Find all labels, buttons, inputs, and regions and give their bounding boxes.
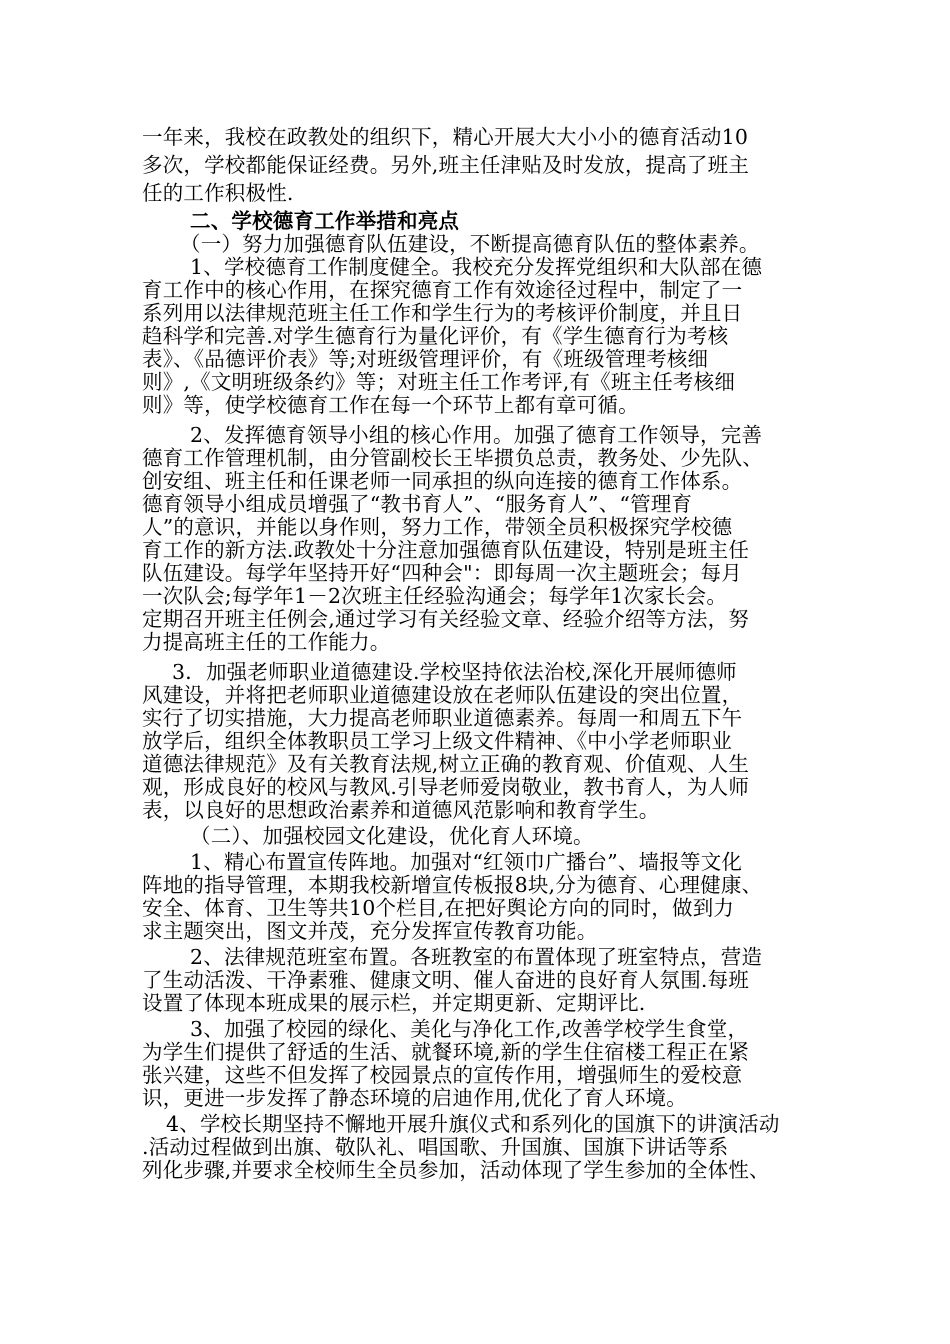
text-line: 实行了切实措施，大力提高老师职业道德素养。每周一和周五下午 xyxy=(142,706,743,730)
text-line: 1、学校德育工作制度健全。我校充分发挥党组织和大队部在德 xyxy=(190,255,763,279)
text-line: 育工作的新方法.政教处十分注意加强德育队伍建设，特别是班主任 xyxy=(142,538,750,562)
text-line: 系列用以法律规范班主任工作和学生行为的考核评价制度，并且日 xyxy=(142,301,743,325)
text-line: 阵地的指导管理，本期我校新增宣传板报8块,分为德育、心理健康、 xyxy=(142,873,763,897)
text-line: 则》等，使学校德育工作在每一个环节上都有章可循。 xyxy=(142,393,639,417)
text-line: .活动过程做到出旗、敬队礼、唱国歌、升国旗、国旗下讲话等系 xyxy=(142,1135,729,1159)
text-line: 3．加强老师职业道德建设.学校坚持依法治校,深化开展师德师 xyxy=(172,660,737,684)
text-line: 设置了体现本班成果的展示栏，并定期更新、定期评比. xyxy=(142,991,646,1015)
text-line: 风建设，并将把老师职业道德建设放在老师队伍建设的突出位置， xyxy=(142,683,743,707)
text-line: 一年来，我校在政教处的组织下，精心开展大大小小的德育活动10 xyxy=(142,125,749,149)
text-line: 德育工作管理机制，由分管副校长王毕掼负总责，教务处、少先队、 xyxy=(142,446,763,470)
text-line: 2、法律规范班室布置。各班教室的布置体现了班室特点，营造 xyxy=(190,945,763,969)
text-line: 德育领导小组成员增强了“教书育人”、“服务育人”、“管理育 xyxy=(142,492,693,516)
text-line: 观，形成良好的校风与教风.引导老师爱岗敬业，教书育人，为人师 xyxy=(142,775,750,799)
text-line: 识，更进一步发挥了静态环境的启迪作用,优化了育人环境。 xyxy=(142,1086,687,1110)
text-line: 表》、《品德评价表》等;对班级管理评价，有《班级管理考核细 xyxy=(142,347,709,371)
text-line: 3、加强了校园的绿化、美化与净化工作,改善学校学生食堂， xyxy=(190,1017,749,1041)
text-line: 求主题突出，图文并茂，充分发挥宣传教育功能。 xyxy=(142,919,598,943)
text-line: 了生动活泼、干净素雅、健康文明、催人奋进的良好育人氛围.每班 xyxy=(142,968,750,992)
text-line: 队伍建设。每学年坚持开好“四种会"：即每周一次主题班会；每月 xyxy=(142,561,742,585)
text-line: 表，以良好的思想政治素养和道德风范影响和教育学生。 xyxy=(142,798,660,822)
text-line: 2、发挥德育领导小组的核心作用。加强了德育工作领导，完善 xyxy=(190,423,763,447)
text-line: 4、学校长期坚持不懈地开展升旗仪式和系列化的国旗下的讲演活动 xyxy=(166,1112,780,1136)
text-line: 为学生们提供了舒适的生活、就餐环境,新的学生住宿楼工程正在紧 xyxy=(142,1040,750,1064)
text-line: 任的工作积极性. xyxy=(142,181,294,205)
text-line: 一次队会;每学年1－2次班主任经验沟通会；每学年1次家长会。 xyxy=(142,584,728,608)
text-line: 力提高班主任的工作能力。 xyxy=(142,630,391,654)
text-line: 张兴建，这些不但发挥了校园景点的宣传作用，增强师生的爱校意 xyxy=(142,1063,743,1087)
text-line: 创安组、班主任和任课老师一同承担的纵向连接的德育工作体系。 xyxy=(142,469,743,493)
text-line: 列化步骤,并要求全校师生全员参加，活动体现了学生参加的全体性、 xyxy=(142,1158,770,1182)
text-line: 安全、体育、卫生等共10个栏目,在把好舆论方向的同时，做到力 xyxy=(142,896,735,920)
text-line: 多次，学校都能保证经费。另外,班主任津贴及时发放，提高了班主 xyxy=(142,153,750,177)
text-line: 育工作中的核心作用，在探究德育工作有效途径过程中，制定了一 xyxy=(142,278,743,302)
text-line: 则》,《文明班级条约》等；对班主任工作考评,有《班主任考核细 xyxy=(142,370,736,394)
text-line: 放学后，组织全体教职员工学习上级文件精神、《中小学老师职业 xyxy=(142,729,733,753)
text-line: 道德法律规范》及有关教育法规,树立正确的教育观、价值观、人生 xyxy=(142,752,750,776)
text-line: 1、精心布置宣传阵地。加强对“红领巾广播台”、墙报等文化 xyxy=(190,850,743,874)
text-line: 人”的意识，并能以身作则，努力工作，带领全员积极探究学校德 xyxy=(142,515,733,539)
text-line: 趋科学和完善.对学生德育行为量化评价，有《学生德育行为考核 xyxy=(142,324,729,348)
text-line: 定期召开班主任例会,通过学习有关经验文章、经验介绍等方法，努 xyxy=(142,607,750,631)
section-heading: 二、学校德育工作举措和亮点 xyxy=(190,209,460,233)
subsection-heading: （一）努力加强德育队伍建设，不断提高德育队伍的整体素养。 xyxy=(180,232,760,256)
subsection-heading: （二）、加强校园文化建设，优化育人环境。 xyxy=(190,824,594,848)
